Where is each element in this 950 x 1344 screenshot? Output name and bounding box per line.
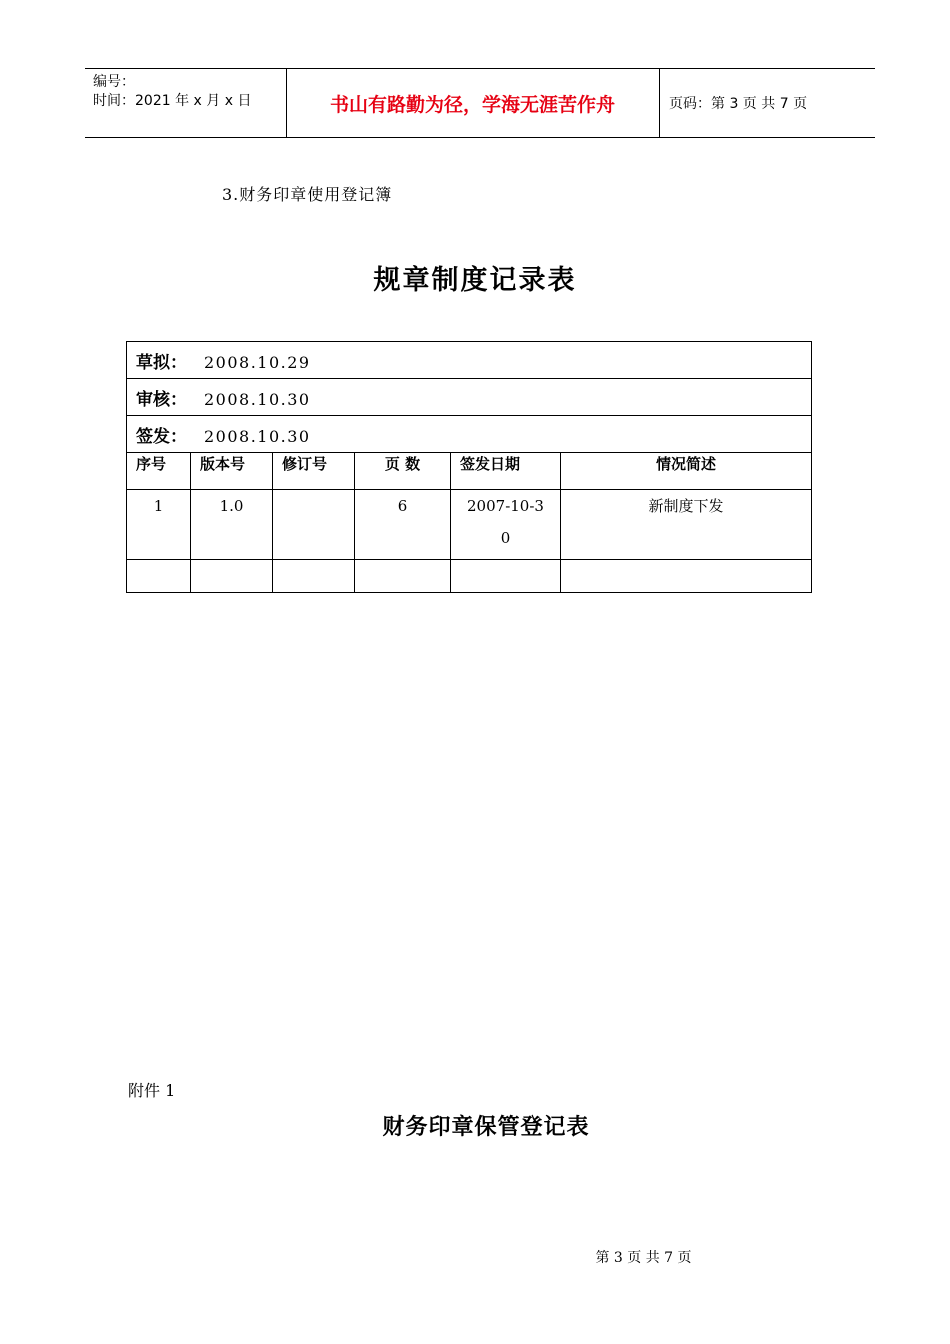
header-number: 编号：: [93, 74, 135, 90]
page-header: [85, 68, 875, 138]
record-title: 规章制度记录表: [373, 265, 577, 296]
cell-seq: [127, 560, 191, 593]
header-page-number: 页码：第 3 页 共 7 页: [669, 96, 808, 112]
cell-pages: 6: [355, 490, 451, 560]
section-heading: 3.财务印章使用登记簿: [222, 185, 393, 204]
header-time: 时间：2021 年 x 月 x 日: [93, 93, 252, 109]
column-header: 序号: [127, 453, 191, 490]
attachment-label: 附件 1: [128, 1081, 176, 1100]
column-header: 修订号: [273, 453, 355, 490]
review-label: 审核：: [136, 390, 187, 410]
cell-summary: 新制度下发: [561, 490, 812, 560]
issue-label: 签发：: [136, 427, 187, 447]
review-value: 2008.10.30: [204, 390, 311, 409]
draft-row: [127, 342, 812, 379]
column-header: 版本号: [191, 453, 273, 490]
cell-seq: 1: [127, 490, 191, 560]
header-meta: [93, 73, 251, 111]
header-motto: 书山有路勤为径，学海无涯苦作舟: [329, 93, 615, 116]
table-row: [127, 560, 812, 593]
issue-row: [127, 416, 812, 453]
column-header: 情况简述: [561, 453, 812, 490]
column-header: 签发日期: [451, 453, 561, 490]
column-header-row: [127, 453, 812, 490]
cell-date: [451, 560, 561, 593]
cell-summary: [561, 560, 812, 593]
cell-version: 1.0: [191, 490, 273, 560]
review-row: [127, 379, 812, 416]
cell-revision: [273, 560, 355, 593]
page-footer: 第 3 页 共 7 页: [595, 1250, 692, 1266]
cell-date: 2007-10-30: [451, 490, 561, 560]
record-table: [126, 341, 812, 593]
draft-value: 2008.10.29: [204, 353, 311, 372]
cell-version: [191, 560, 273, 593]
issue-value: 2008.10.30: [204, 427, 311, 446]
custody-title: 财务印章保管登记表: [382, 1115, 590, 1140]
header-divider: [659, 69, 660, 137]
draft-label: 草拟：: [136, 353, 187, 373]
cell-pages: [355, 560, 451, 593]
table-row: [127, 490, 812, 560]
column-header: 页 数: [355, 453, 451, 490]
cell-revision: [273, 490, 355, 560]
